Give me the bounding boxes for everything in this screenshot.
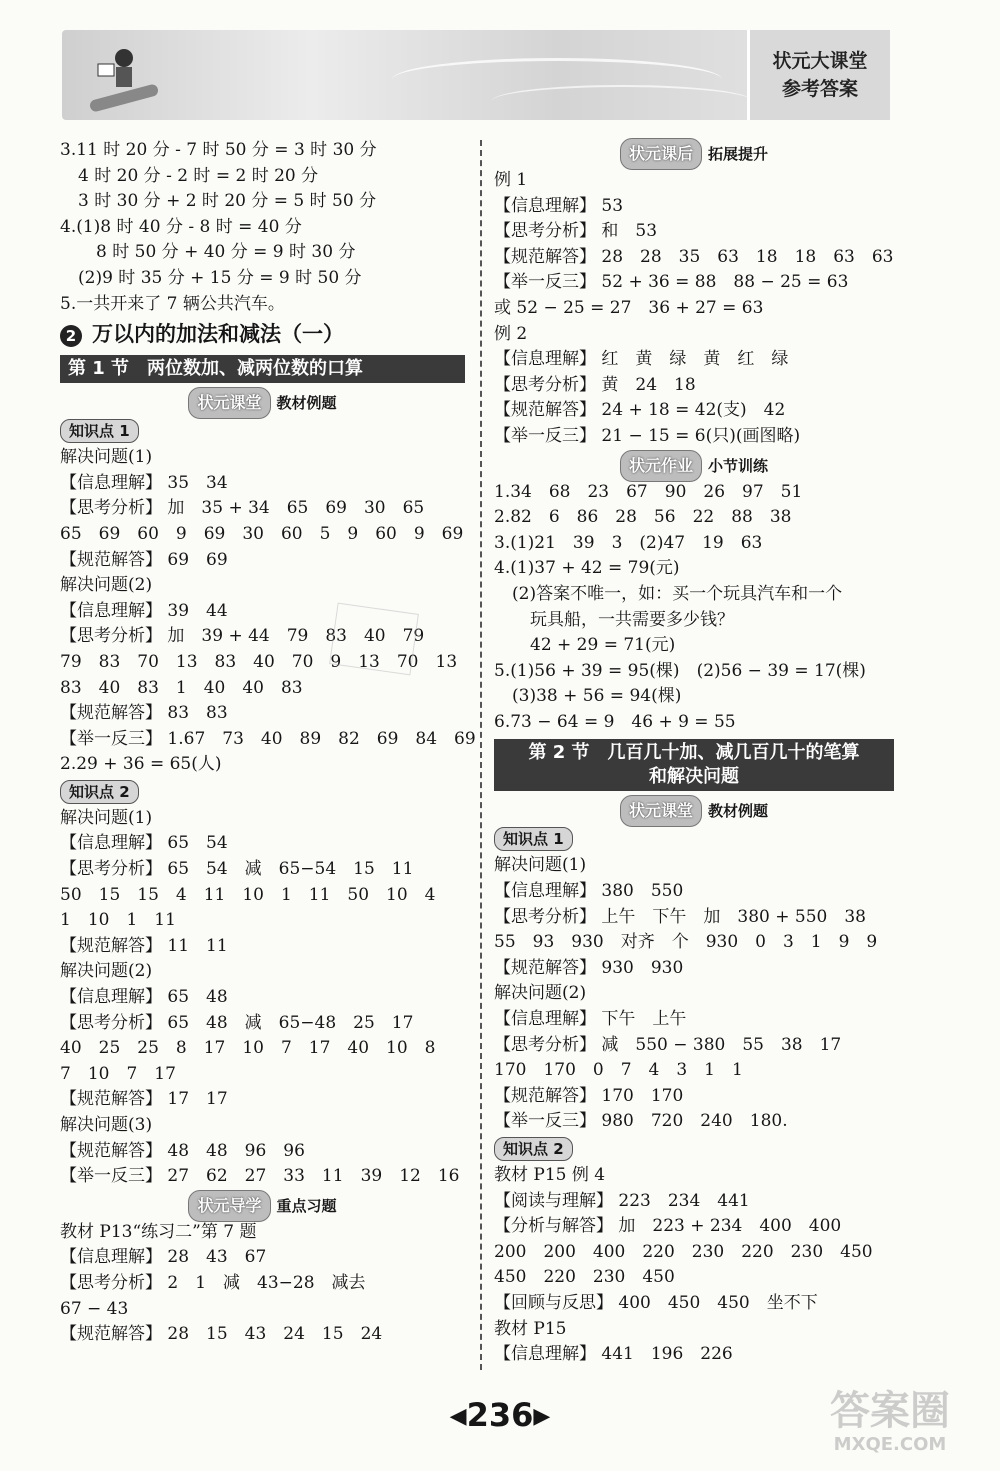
mascot-icon <box>84 44 164 114</box>
exercise-block <box>60 1220 465 1348</box>
answer-line: 解决问题(1) <box>60 447 153 468</box>
left-column <box>60 138 476 1348</box>
page-header <box>62 30 890 120</box>
answer-line: 【思考分析】 2 1 减 43−28 减去 <box>60 1272 366 1293</box>
answer-line: 【信息理解】 39 44 <box>60 600 228 621</box>
answer-line: 67 − 43 <box>60 1298 129 1319</box>
answer-line: 【规范解答】 11 11 <box>60 935 228 956</box>
chapter-heading <box>60 317 465 351</box>
answer-line: 【信息理解】 441 196 226 <box>494 1344 733 1365</box>
answer-line: 3 时 30 分 + 2 时 20 分 = 5 时 50 分 <box>78 191 377 212</box>
page-number-text: 236 <box>466 1396 534 1434</box>
answer-line: 1.34 68 23 67 90 26 97 51 <box>494 481 803 502</box>
site-watermark <box>800 1388 980 1458</box>
answer-line: 450 220 230 450 <box>494 1267 675 1288</box>
answer-line: 3.11 时 20 分 - 7 时 50 分 = 3 时 30 分 <box>60 140 377 160</box>
answer-line: 【信息理解】 65 48 <box>60 987 228 1008</box>
answer-line: 【思考分析】 加 39 + 44 79 83 40 79 <box>60 626 425 647</box>
banner-pill: 状元课堂 <box>188 387 270 419</box>
answer-line: 【思考分析】 黄 24 18 <box>494 374 696 395</box>
answer-line: 5.(1)56 + 39 = 95(棵) (2)56 − 39 = 17(棵) <box>494 660 866 681</box>
answer-line: 解决问题(3) <box>60 1115 153 1135</box>
answer-line: 或 52 − 25 = 27 36 + 27 = 63 <box>494 297 764 318</box>
header-title-line2: 参考答案 <box>781 78 858 100</box>
answer-line: 【举一反三】 980 720 240 180. <box>494 1111 788 1132</box>
answer-line: 【规范解答】 24 + 18 = 42(支) 42 <box>494 400 786 421</box>
answer-line: 【信息理解】 53 <box>494 195 624 216</box>
answer-line: (3)38 + 56 = 94(棵) <box>512 686 682 707</box>
answer-line: 83 40 83 1 40 40 83 <box>60 677 303 698</box>
banner-sub: 拓展提升 <box>708 145 769 163</box>
answer-line: 教材 P13“练习二”第 7 题 <box>60 1221 257 1242</box>
stamp-image <box>329 603 419 676</box>
knowledge-point-label: 知识点 2 <box>494 1137 573 1161</box>
banner-pill: 状元导学 <box>188 1190 270 1222</box>
answer-line: 例 1 <box>494 170 528 190</box>
answer-line: 170 170 0 7 4 3 1 1 <box>494 1060 743 1081</box>
answer-line: 【回顾与反思】 400 450 450 坐不下 <box>494 1292 818 1313</box>
answer-line: 200 200 400 220 230 220 230 450 <box>494 1241 873 1262</box>
answer-line: 【规范解答】 17 17 <box>60 1089 228 1110</box>
answer-line: 【规范解答】 930 930 <box>494 957 684 978</box>
answer-line: 42 + 29 = 71(元) <box>530 635 676 656</box>
answer-line: 【思考分析】 和 53 <box>494 221 658 242</box>
knowledge-point-1-block <box>494 853 894 1135</box>
answer-line: 7 10 7 17 <box>60 1063 176 1084</box>
answer-line: 【信息理解】 380 550 <box>494 881 684 902</box>
section-banner <box>494 450 894 480</box>
header-title <box>747 30 890 120</box>
answer-line: 解决问题(2) <box>494 983 587 1004</box>
section-banner <box>494 138 894 168</box>
left-arrow-icon: ◀ <box>449 1404 467 1429</box>
section-heading <box>494 739 894 791</box>
answer-line: 8 时 50 分 + 40 分 = 9 时 30 分 <box>96 242 356 263</box>
answer-line: 【举一反三】 21 − 15 = 6(只)(画图略) <box>494 425 801 446</box>
answer-line: 6.73 − 64 = 9 46 + 9 = 55 <box>494 711 736 732</box>
answer-line: 【举一反三】 27 62 27 33 11 39 12 16 <box>60 1166 460 1187</box>
watermark-url: MXQE.COM <box>833 1434 947 1455</box>
answer-line: 4.(1)8 时 40 分 - 8 时 = 40 分 <box>60 216 302 237</box>
answer-line: 1 10 1 11 <box>60 910 176 931</box>
answer-line: 【分析与解答】 加 223 + 234 400 400 <box>494 1216 842 1237</box>
answer-line: 【信息理解】 65 54 <box>60 833 228 854</box>
answer-line: 解决问题(1) <box>60 807 153 828</box>
banner-pill: 状元课后 <box>620 138 702 170</box>
answer-line: (2)9 时 35 分 + 15 分 = 9 时 50 分 <box>78 267 362 288</box>
answer-line: 教材 P15 <box>494 1318 567 1339</box>
answer-line: 【思考分析】 65 48 减 65−48 25 17 <box>60 1012 414 1033</box>
answer-line: 【思考分析】 减 550 − 380 55 38 17 <box>494 1034 842 1055</box>
answer-line: 2.82 6 86 28 56 22 88 38 <box>494 507 792 528</box>
header-title-line1: 状元大课堂 <box>772 50 868 72</box>
answer-line: 【信息理解】 下午 上午 <box>494 1009 687 1030</box>
banner-pill: 状元作业 <box>620 450 702 482</box>
answer-line: (2)答案不唯一，如：买一个玩具汽车和一个 <box>512 583 843 604</box>
answer-line: 【思考分析】 上午 下午 加 380 + 550 38 <box>494 906 866 927</box>
answer-line: 【规范解答】 83 83 <box>60 703 228 724</box>
answer-line: 【信息理解】 红 黄 绿 黄 红 绿 <box>494 349 789 370</box>
chapter-title: 万以内的加法和减法（一） <box>92 322 344 347</box>
answer-line: 【思考分析】 加 35 + 34 65 69 30 65 <box>60 498 425 519</box>
answer-line: 【举一反三】 52 + 36 = 88 88 − 25 = 63 <box>494 272 849 293</box>
answer-line: 【信息理解】 35 34 <box>60 472 228 493</box>
answer-line: 【规范解答】 48 48 96 96 <box>60 1140 305 1161</box>
banner-pill: 状元课堂 <box>620 795 702 827</box>
answer-line: 5.一共开来了 7 辆公共汽车。 <box>60 293 285 314</box>
homework-block <box>494 480 894 582</box>
section-heading-line1: 第 2 节 几百几十加、减几百几十的笔算 <box>528 742 860 764</box>
answer-line: 解决问题(2) <box>60 575 153 596</box>
answer-line: 2.29 + 36 = 65(人) <box>60 754 222 775</box>
section-banner <box>60 387 465 417</box>
extension-block <box>494 168 894 450</box>
answer-line: 65 69 60 9 69 30 60 5 9 60 9 69 <box>60 523 464 544</box>
answer-line: 教材 P15 例 4 <box>494 1165 606 1185</box>
knowledge-point-2-block <box>494 1163 894 1368</box>
banner-sub: 小节训练 <box>708 456 769 475</box>
answer-line: 55 93 930 对齐 个 930 0 3 1 9 9 <box>494 932 878 953</box>
answer-line: 【规范解答】 170 170 <box>494 1085 684 1106</box>
chapter-number: 2 <box>60 325 82 347</box>
answer-line: 【规范解答】 28 28 35 63 18 18 63 63 <box>494 246 894 267</box>
answer-line: 【信息理解】 28 43 67 <box>60 1247 267 1268</box>
banner-sub: 重点习题 <box>276 1196 337 1215</box>
right-arrow-icon: ▶ <box>533 1404 551 1429</box>
section-banner <box>60 1190 465 1220</box>
decorative-swirl <box>492 85 752 117</box>
answer-line: 例 2 <box>494 323 528 344</box>
section-heading-line2: 和解决问题 <box>649 766 739 788</box>
answer-line: 79 83 70 13 83 40 70 9 13 70 13 <box>60 651 458 672</box>
knowledge-point-2-block <box>60 806 465 1190</box>
banner-sub: 教材例题 <box>276 394 337 413</box>
section-heading: 第 1 节 两位数加、减两位数的口算 <box>60 355 465 383</box>
answer-line: 解决问题(1) <box>494 855 587 876</box>
answer-line: 解决问题(2) <box>60 961 153 982</box>
answer-line: 50 15 15 4 11 10 1 11 50 10 4 <box>60 884 436 905</box>
answer-line: 4 时 20 分 - 2 时 = 2 时 20 分 <box>78 165 319 186</box>
answer-line: 【举一反三】 1.67 73 40 89 82 69 84 69 <box>60 728 476 749</box>
answer-line: 40 25 25 8 17 10 7 17 40 10 8 <box>60 1038 436 1059</box>
answer-line: 3.(1)21 39 3 (2)47 19 63 <box>494 532 763 553</box>
answer-line: 【思考分析】 65 54 减 65−54 15 11 <box>60 859 414 880</box>
knowledge-point-label: 知识点 2 <box>60 780 139 804</box>
answer-line: 玩具船，一共需要多少钱？ <box>530 609 734 630</box>
column-divider <box>480 140 482 1370</box>
answer-line: 【规范解答】 28 15 43 24 15 24 <box>60 1324 383 1345</box>
knowledge-point-label: 知识点 1 <box>494 827 573 851</box>
watermark-logo: 答案圈 <box>830 1388 950 1434</box>
answer-line: 【阅读与理解】 223 234 441 <box>494 1190 750 1211</box>
banner-sub: 教材例题 <box>708 802 769 821</box>
knowledge-point-label: 知识点 1 <box>60 419 139 443</box>
answer-line: 4.(1)37 + 42 = 79(元) <box>494 558 680 579</box>
right-column <box>494 138 894 1368</box>
section-banner <box>494 795 894 825</box>
answer-line: 【规范解答】 69 69 <box>60 549 228 570</box>
